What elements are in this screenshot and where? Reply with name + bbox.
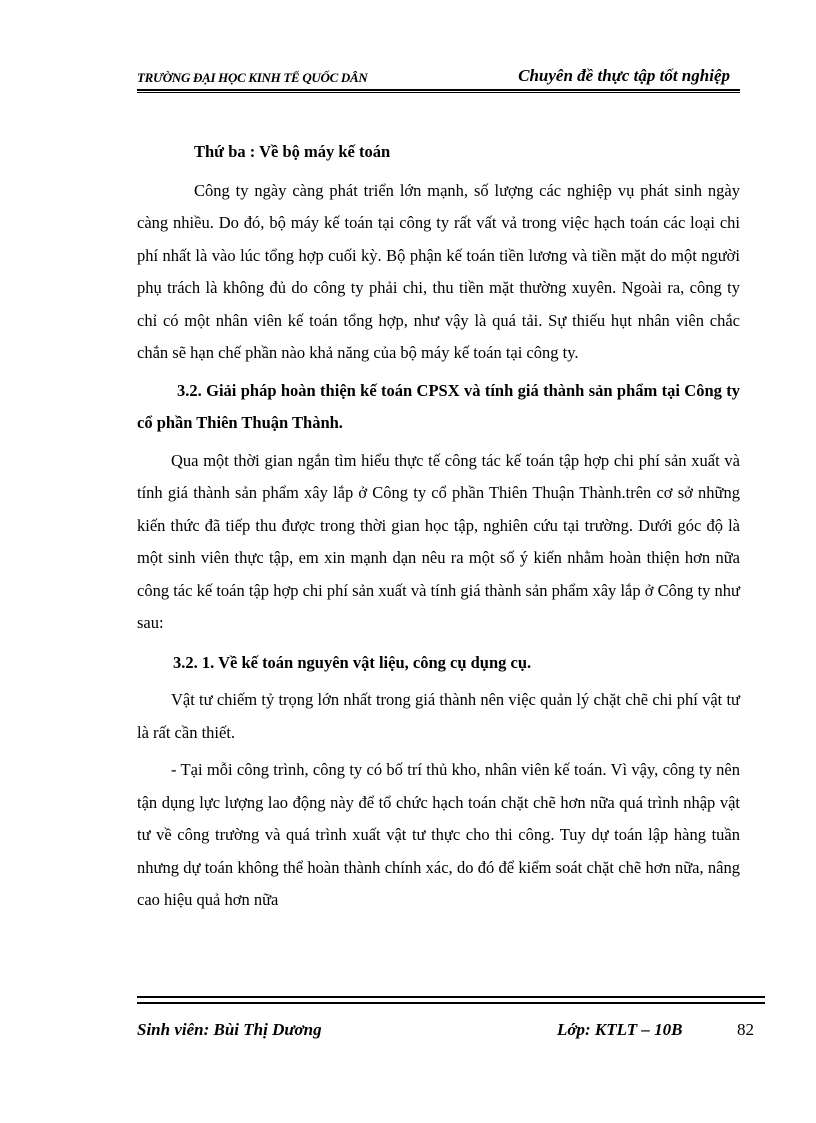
heading-section-3-2: 3.2. Giải pháp hoàn thiện kế toán CPSX và tính giá thành sản phẩm tại Công ty cổ phần Thiên Thuận Thành. — [137, 380, 740, 432]
heading-section-3-2-1: 3.2. 1. Về kế toán nguyên vật liệu, công cụ dụng cụ. — [173, 652, 532, 672]
page-header — [137, 66, 740, 90]
page-body — [137, 136, 740, 917]
class-label: Lớp: KTLT – 10B — [557, 1020, 683, 1039]
document-type: Chuyên đề thực tập tốt nghiệp — [518, 66, 730, 85]
page-number: 82 — [737, 1020, 754, 1039]
footer-rule — [137, 996, 765, 1004]
paragraph-introduction: Qua một thời gian ngắn tìm hiểu thực tế công tác kế toán tập hợp chi phí sản xuất và tính giá thành sản phẩm xây lắp ở Công ty cổ phần Thiên Thuận Thành.trên cơ sở những kiến thức đã tiếp thu được trong thời gian học tập, nghiên cứu tại trường. Dưới góc độ là một sinh viên thực tập, em xin mạnh dạn nêu ra một số ý kiến nhằm hoàn thiện hơn nữa công tác kế toán tập hợp chi phí sản xuất và tính giá thành sản phẩm xây lắp ở Công ty như sau: — [137, 450, 740, 632]
header-rule — [137, 89, 740, 93]
paragraph-material-cost: Vật tư chiếm tỷ trọng lớn nhất trong giá thành nên việc quản lý chặt chẽ chi phí vật tư là rất cần thiết. — [137, 690, 740, 742]
school-name: TRƯỜNG ĐẠI HỌC KINH TẾ QUỐC DÂN — [137, 70, 368, 85]
paragraph-accounting-system: Công ty ngày càng phát triển lớn mạnh, số lượng các nghiệp vụ phát sinh ngày càng nhiều. Do đó, bộ máy kế toán tại công ty rất vất vả trong việc hạch toán các loại chi phí nhất là vào lúc tổng hợp cuối kỳ. Bộ phận kế toán tiền lương và tiền mặt do một người phụ trách là không đủ do công ty phải chi, thu tiền mặt thường xuyên. Ngoài ra, công ty chỉ có một nhân viên kế toán tổng hợp, như vậy là quá tải. Sự thiếu hụt nhân viên chắc chắn sẽ hạn chế phần nào khả năng của bộ máy kế toán tại công ty. — [137, 180, 740, 362]
heading-thu-ba: Thứ ba : Về bộ máy kế toán — [194, 142, 391, 161]
paragraph-warehouse: - Tại mỗi công trình, công ty có bố trí thủ kho, nhân viên kế toán. Vì vậy, công ty nên tận dụng lực lượng lao động này để tổ chức hạch toán chặt chẽ hơn nữa quá trình nhập vật tư về công trường và quá trình xuất vật tư thực cho thi công. Tuy dự toán lập hàng tuần nhưng dự toán không thể hoàn thành chính xác, do đó để kiểm soát chặt chẽ hơn nữa, nâng cao hiệu quả hơn nữa — [137, 760, 740, 909]
student-name: Sinh viên: Bùi Thị Dương — [137, 1020, 322, 1039]
